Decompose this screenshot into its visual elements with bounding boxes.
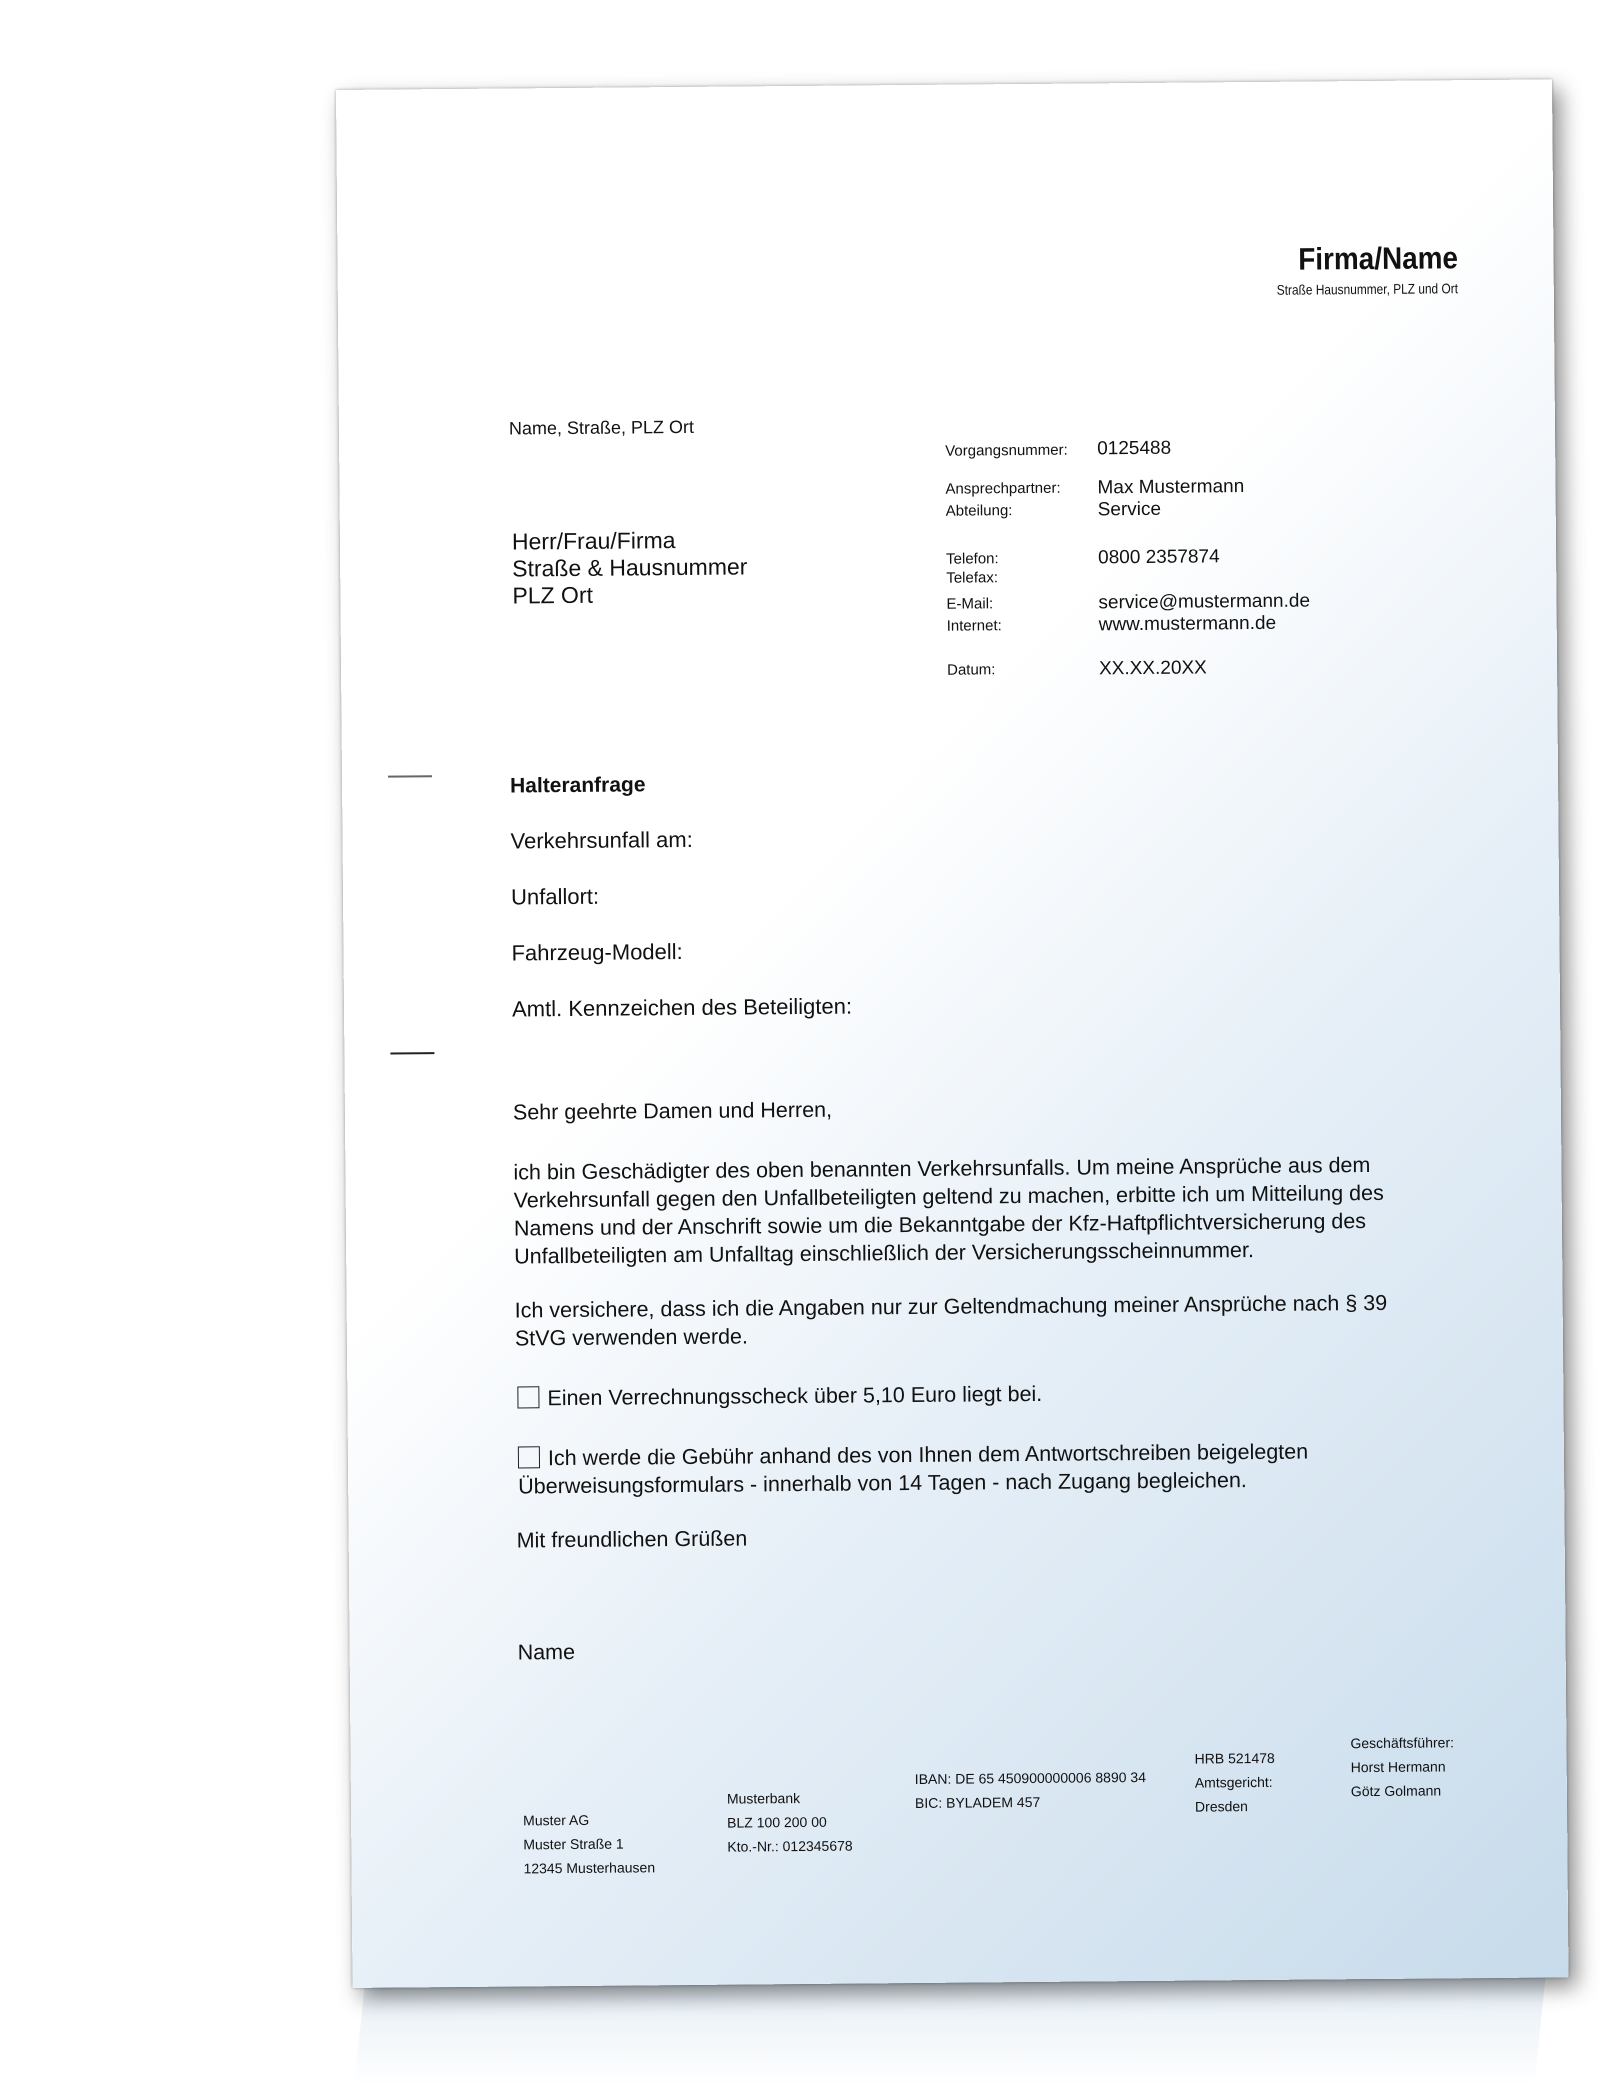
letter-page (336, 79, 1569, 1988)
recipient-line-2: Straße & Hausnummer (512, 553, 748, 582)
telefon-label: Telefon: (946, 550, 999, 568)
footer-register-line: Amtsgericht: (1194, 1773, 1273, 1791)
telefax-label: Telefax: (946, 569, 999, 587)
footer-management-line: Horst Hermann (1350, 1758, 1446, 1776)
fold-mark-top (388, 775, 432, 777)
field-unfallort: Unfallort: (510, 883, 600, 910)
option-scheck-label: Einen Verrechnungsscheck über 5,10 Euro liegt bei. (547, 1381, 1043, 1411)
ansprech-label: Ansprechpartner: (945, 479, 1061, 498)
footer-bank-line: Musterbank (726, 1790, 801, 1807)
footer-iban (915, 1765, 1147, 1815)
closing: Mit freundlichen Grüßen (516, 1526, 748, 1553)
subject-line: Halteranfrage (509, 773, 646, 798)
company-address: Straße Hausnummer, PLZ und Ort (1276, 280, 1458, 298)
recipient-address (512, 526, 748, 609)
footer-iban-line: IBAN: DE 65 450900000006 8890 34 (914, 1768, 1147, 1788)
footer-company-line: Muster AG (523, 1811, 590, 1829)
footer-bank (727, 1786, 853, 1859)
footer-management-line: Götz Golmann (1350, 1782, 1442, 1800)
footer-bank-line: BLZ 100 200 00 (727, 1813, 827, 1831)
signature-name: Name (517, 1639, 576, 1665)
body-paragraph-2: Ich versichere, dass ich die Angaben nur zur Geltendmachung meiner Ansprüche nach § 39 StVG verwenden werde. (514, 1290, 1388, 1351)
recipient-line-1: Herr/Frau/Firma (511, 527, 676, 555)
vorgang-value: 0125488 (1097, 437, 1172, 460)
datum-label: Datum: (947, 661, 996, 679)
footer-register (1194, 1746, 1275, 1819)
footer-register-line: HRB 521478 (1194, 1749, 1275, 1767)
salutation: Sehr geehrte Damen und Herren, (512, 1097, 833, 1125)
footer-company (523, 1807, 655, 1880)
datum-value: XX.XX.20XX (1098, 657, 1207, 680)
footer-register-line: Dresden (1194, 1798, 1249, 1815)
option-ueberweisung-label: Ich werde die Gebühr anhand des von Ihnen dem Antwortschreiben beigelegten Überweisungsformulars - innerhalb von 14 Tagen - nach Zugang begleichen. (518, 1439, 1309, 1499)
field-unfall-datum: Verkehrsunfall am: (510, 826, 693, 854)
company-name: Firma/Name (1297, 240, 1458, 277)
body-paragraph-1: ich bin Geschädigter des oben benannten Verkehrsunfalls. Um meine Ansprüche aus dem Verkehrsunfall gegen den Unfallbeteiligten geltend zu machen, erbitte ich um Mitteilung des Namens und der Anschrift sowie um die Bekanntgabe der Kfz-Haftpflichtversicherung des Unfallbeteiligten am Unfalltag einschließlich der Versicherungsscheinnummer. (513, 1153, 1384, 1269)
footer-company-line: Muster Straße 1 (523, 1835, 624, 1853)
abteilung-label: Abteilung: (945, 502, 1013, 520)
footer-management (1350, 1730, 1454, 1803)
option-ueberweisung (518, 1437, 1398, 1501)
page-reflection (354, 1975, 1546, 2085)
telefon-value: 0800 2357874 (1098, 546, 1220, 569)
fold-mark-middle (390, 1052, 434, 1054)
ansprech-value: Max Mustermann (1097, 476, 1245, 499)
recipient-line-3: PLZ Ort (512, 581, 594, 609)
internet-value: www.mustermann.de (1098, 612, 1277, 636)
email-value: service@mustermann.de (1098, 590, 1311, 614)
footer-management-line: Geschäftsführer: (1350, 1734, 1455, 1752)
field-fahrzeug-modell: Fahrzeug-Modell: (511, 939, 683, 966)
option-scheck-checkbox[interactable] (517, 1386, 539, 1408)
internet-label: Internet: (946, 617, 1002, 635)
footer-company-line: 12345 Musterhausen (523, 1859, 656, 1877)
field-kennzeichen: Amtl. Kennzeichen des Beteiligten: (511, 993, 853, 1022)
footer-iban-line: BIC: BYLADEM 457 (914, 1793, 1041, 1812)
sender-line: Name, Straße, PLZ Ort (508, 416, 695, 439)
vorgang-label: Vorgangsnummer: (945, 441, 1068, 460)
abteilung-value: Service (1097, 498, 1162, 521)
email-label: E-Mail: (946, 595, 994, 613)
footer-bank-line: Kto.-Nr.: 012345678 (727, 1837, 853, 1855)
option-scheck (517, 1377, 1397, 1413)
option-ueberweisung-checkbox[interactable] (518, 1446, 540, 1468)
